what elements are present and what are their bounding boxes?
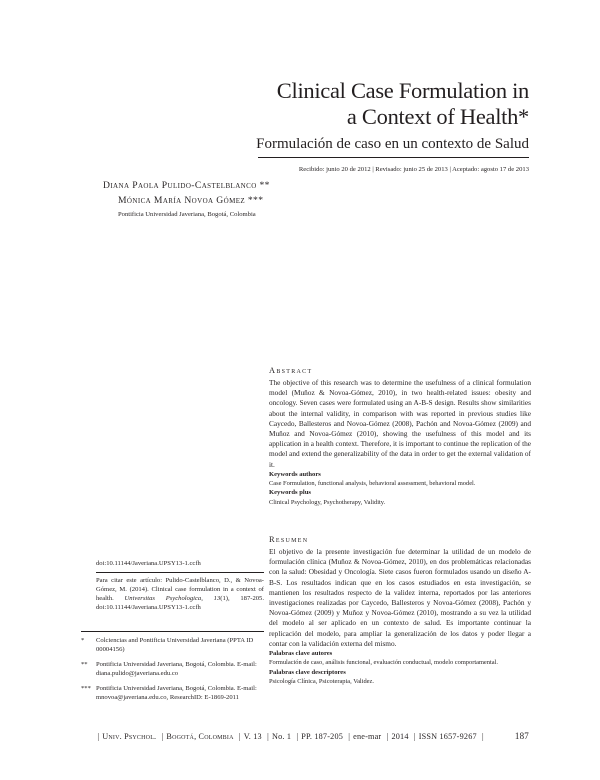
page-number: 187 xyxy=(514,731,529,741)
citation-rule xyxy=(96,572,264,573)
palabras-clave-autores: Formulación de caso, análisis funcional, evaluación conductual, modelo comportamental. xyxy=(269,659,498,667)
footnote-text: Colciencias and Pontificia Universidad Javeriana (PPTA ID 00004156) xyxy=(96,637,254,653)
footnote-mark: * xyxy=(81,637,85,644)
title-line-2: a Context of Health* xyxy=(346,104,529,129)
footer-number: No. 1 xyxy=(271,732,292,741)
page-footer: | Univ. Psychol. | Bogotá, Colombia | V. 13 | No. 1 | PP. 187-205 | ene-mar | 2014 | ISSN 1657-9267 | 187 xyxy=(97,731,529,741)
title-rule xyxy=(258,157,529,158)
resumen-body: El objetivo de la presente investigación fue determinar la utilidad de un modelo de formulación clínica (Muñoz & Novoa-Gómez, 2010), en dos problemáticas relacionadas con la salud: Obesidad y Oncología. Siete casos fueron formulados usando un diseño A-B-S. Los resultados indican que en los casos estudiados en esta investigación, se mantienen los resultados respecto de la validez interna, reportados por las anteriores investigaciones realizadas por Caycedo, Ballesteros y Novoa-Gómez (2008), Pachón y Novoa-Gómez (2009) y Muñoz y Novoa-Gómez (2010), mostrando a su vez la utilidad del modelo al ser aplicado en un contexto de salud. Es importante continuar la replicación del modelo, para ampliar la generalización de los datos y poder llegar a contar con la validación externa del mismo. xyxy=(269,547,531,648)
keywords-authors-label: Keywords authors xyxy=(269,470,321,478)
citation-box xyxy=(96,576,264,612)
footer-volume: V. 13 xyxy=(243,732,262,741)
author-1: Diana Paola Pulido-Castelblanco ** xyxy=(103,180,270,191)
footnote-mark: ** xyxy=(81,661,88,668)
footer-year: 2014 xyxy=(391,732,409,741)
keywords-plus: Clinical Psychology, Psychotherapy, Validity. xyxy=(269,498,386,506)
footnote-funding xyxy=(81,636,264,654)
footnote-author-2 xyxy=(81,684,264,702)
palabras-clave-descriptores-label: Palabras clave descriptores xyxy=(269,668,346,676)
citation-journal: Universitas Psychologica, 13 xyxy=(124,595,221,602)
abstract-section xyxy=(269,378,531,507)
footnote-text: Pontificia Universidad Javeriana, Bogotá, Colombia. E-mail: diana.pulido@javeriana.edu.co xyxy=(96,661,257,677)
footer-pages: PP. 187-205 xyxy=(301,732,344,741)
doi-link[interactable]: doi:10.11144/Javeriana.UPSY13-1.ccfh xyxy=(96,560,201,567)
resumen-heading: Resumen xyxy=(269,535,309,544)
footnote-mark: *** xyxy=(81,685,91,692)
footer-city: Bogotá, Colombia xyxy=(166,732,234,741)
footer-issn: ISSN 1657-9267 xyxy=(418,732,477,741)
article-subtitle: Formulación de caso en un contexto de Salud xyxy=(256,136,529,152)
citation-suffix: (1), 187-205. doi:10.11144/Javeriana.UPSY13-1.ccfh xyxy=(96,595,264,611)
footnote-author-1 xyxy=(81,660,264,678)
affiliation: Pontificia Universidad Javeriana, Bogotá, Colombia xyxy=(118,211,256,218)
author-2: Mónica María Novoa Gómez *** xyxy=(118,195,264,206)
footnote-text: Pontificia Universidad Javeriana, Bogotá, Colombia. E-mail: mnovoa@javeriana.edu.co, ResearchID: E-1869-2011 xyxy=(96,685,257,701)
submission-dates: Recibido: junio 20 de 2012 | Revisado: junio 25 de 2013 | Aceptado: agosto 17 de 2013 xyxy=(298,166,529,173)
footer-journal: Univ. Psychol. xyxy=(102,732,157,741)
palabras-clave-autores-label: Palabras clave autores xyxy=(269,650,333,658)
abstract-heading: Abstract xyxy=(269,366,313,375)
keywords-plus-label: Keywords plus xyxy=(269,489,311,497)
palabras-clave-descriptores: Psicología Clínica, Psicoterapia, Validez. xyxy=(269,677,374,685)
footer-months: ene-mar xyxy=(353,732,382,741)
article-title xyxy=(149,78,529,130)
abstract-body: The objective of this research was to determine the usefulness of a clinical formulation model (Muñoz & Novoa-Gómez, 2010), in two health-related issues: obesity and oncology. Seven cases were formulated using an A-B-S design. Results show similarities about the internal validity, in comparison with was reported in previous studies like Caycedo, Ballesteros and Novoa-Gómez (2008), Pachón and Novoa-Gómez (2009) and Muñoz and Novoa-Gómez (2010), showing the usefulness of this model and its application in a health context. Therefore, it is important to continue the replication of the model and extend the generalizability of the data in order to get the external validation of it. xyxy=(269,378,531,469)
resumen-section xyxy=(269,547,531,686)
keywords-authors: Case Formulation, functional analysis, behavioral assessment, behavioral model. xyxy=(269,480,476,488)
title-line-1: Clinical Case Formulation in xyxy=(276,78,529,103)
citation-prefix: Para citar este artículo: Pulido-Castelblanco, D., & Novoa-Gómez, M. (2014). Clinical case formulation in a context of health. xyxy=(96,577,264,602)
footnotes-rule xyxy=(81,631,264,632)
